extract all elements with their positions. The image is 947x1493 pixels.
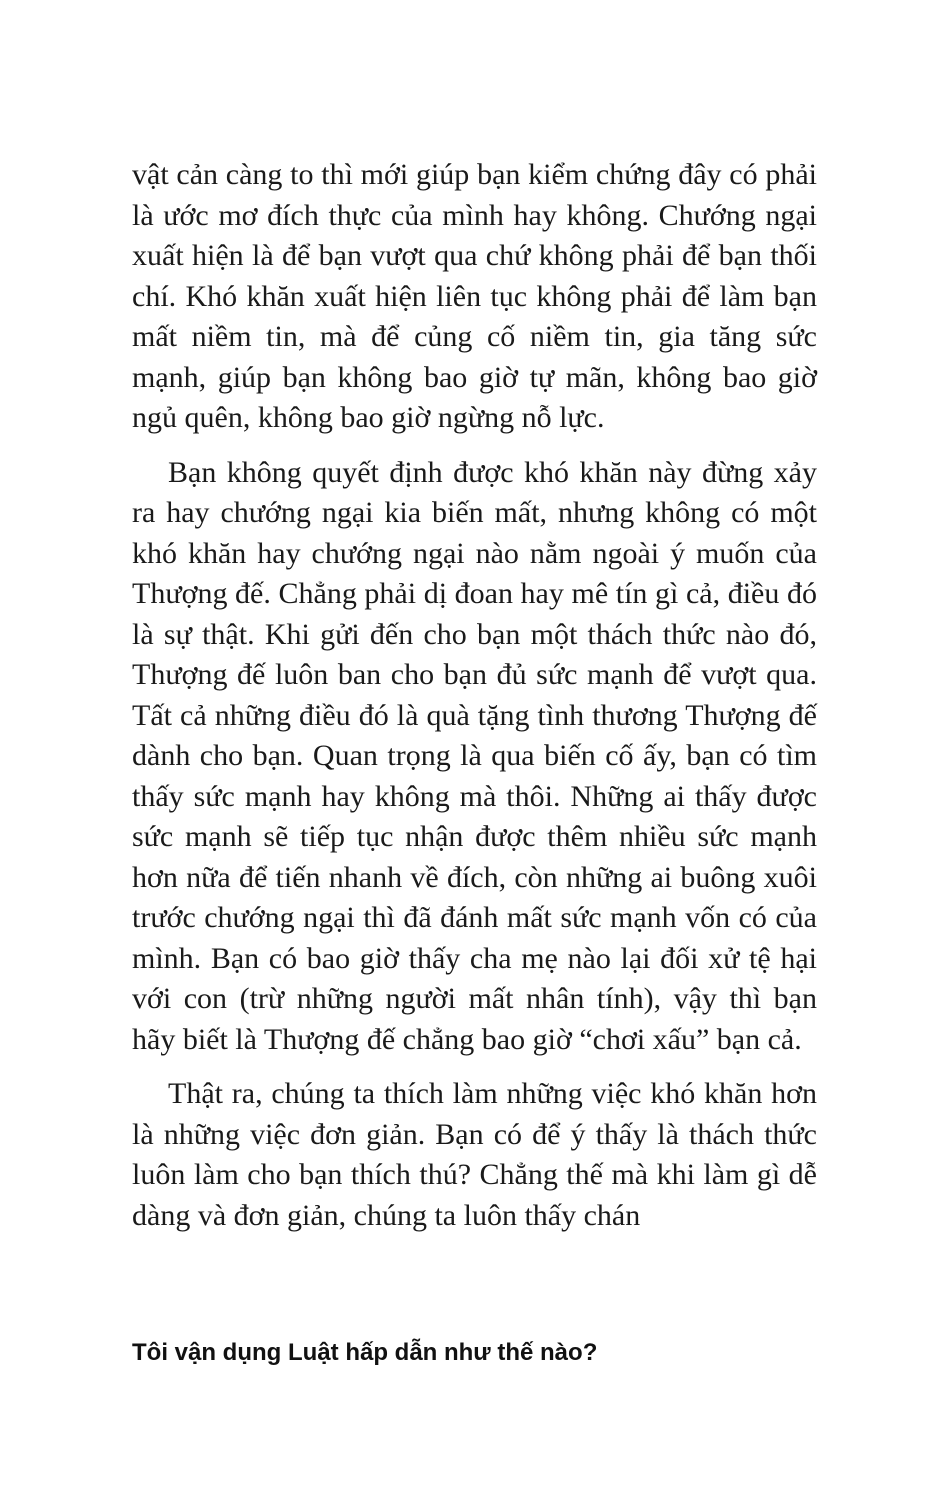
body-text (132, 155, 817, 1250)
paragraph: Thật ra, chúng ta thích làm những việc khó khăn hơn là những việc đơn giản. Bạn có để ý thấy là thách thức luôn làm cho bạn thích thú? Chẳng thế mà khi làm gì dễ dàng và đơn giản, chúng ta luôn thấy chán (132, 1077, 817, 1232)
running-footer-title: Tôi vận dụng Luật hấp dẫn như thế nào? (132, 1339, 598, 1366)
paragraph-continued: vật cản càng to thì mới giúp bạn kiểm chứng đây có phải là ước mơ đích thực của mình hay không. Chướng ngại xuất hiện là để bạn vượt qua chứ không phải để bạn thối chí. Khó khăn xuất hiện liên tục không phải để làm bạn mất niềm tin, mà để củng cố niềm tin, gia tăng sức mạnh, giúp bạn không bao giờ tự mãn, không bao giờ ngủ quên, không bao giờ ngừng nỗ lực. (132, 158, 817, 434)
paragraph: Bạn không quyết định được khó khăn này đừng xảy ra hay chướng ngại kia biến mất, nhưng không có một khó khăn hay chướng ngại nào nằm ngoài ý muốn của Thượng đế. Chẳng phải dị đoan hay mê tín gì cả, điều đó là sự thật. Khi gửi đến cho bạn một thách thức nào đó, Thượng đế luôn ban cho bạn đủ sức mạnh để vượt qua. Tất cả những điều đó là quà tặng tình thương Thượng đế dành cho bạn. Quan trọng là qua biến cố ấy, bạn có tìm thấy sức mạnh hay không mà thôi. Những ai thấy được sức mạnh sẽ tiếp tục nhận được thêm nhiều sức mạnh hơn nữa để tiến nhanh về đích, còn những ai buông xuôi trước chướng ngại thì đã đánh mất sức mạnh vốn có của mình. Bạn có bao giờ thấy cha mẹ nào lại đối xử tệ hại với con (trừ những người mất nhân tính), vậy thì bạn hãy biết là Thượng đế chẳng bao giờ “chơi xấu” bạn cả. (132, 455, 817, 1056)
